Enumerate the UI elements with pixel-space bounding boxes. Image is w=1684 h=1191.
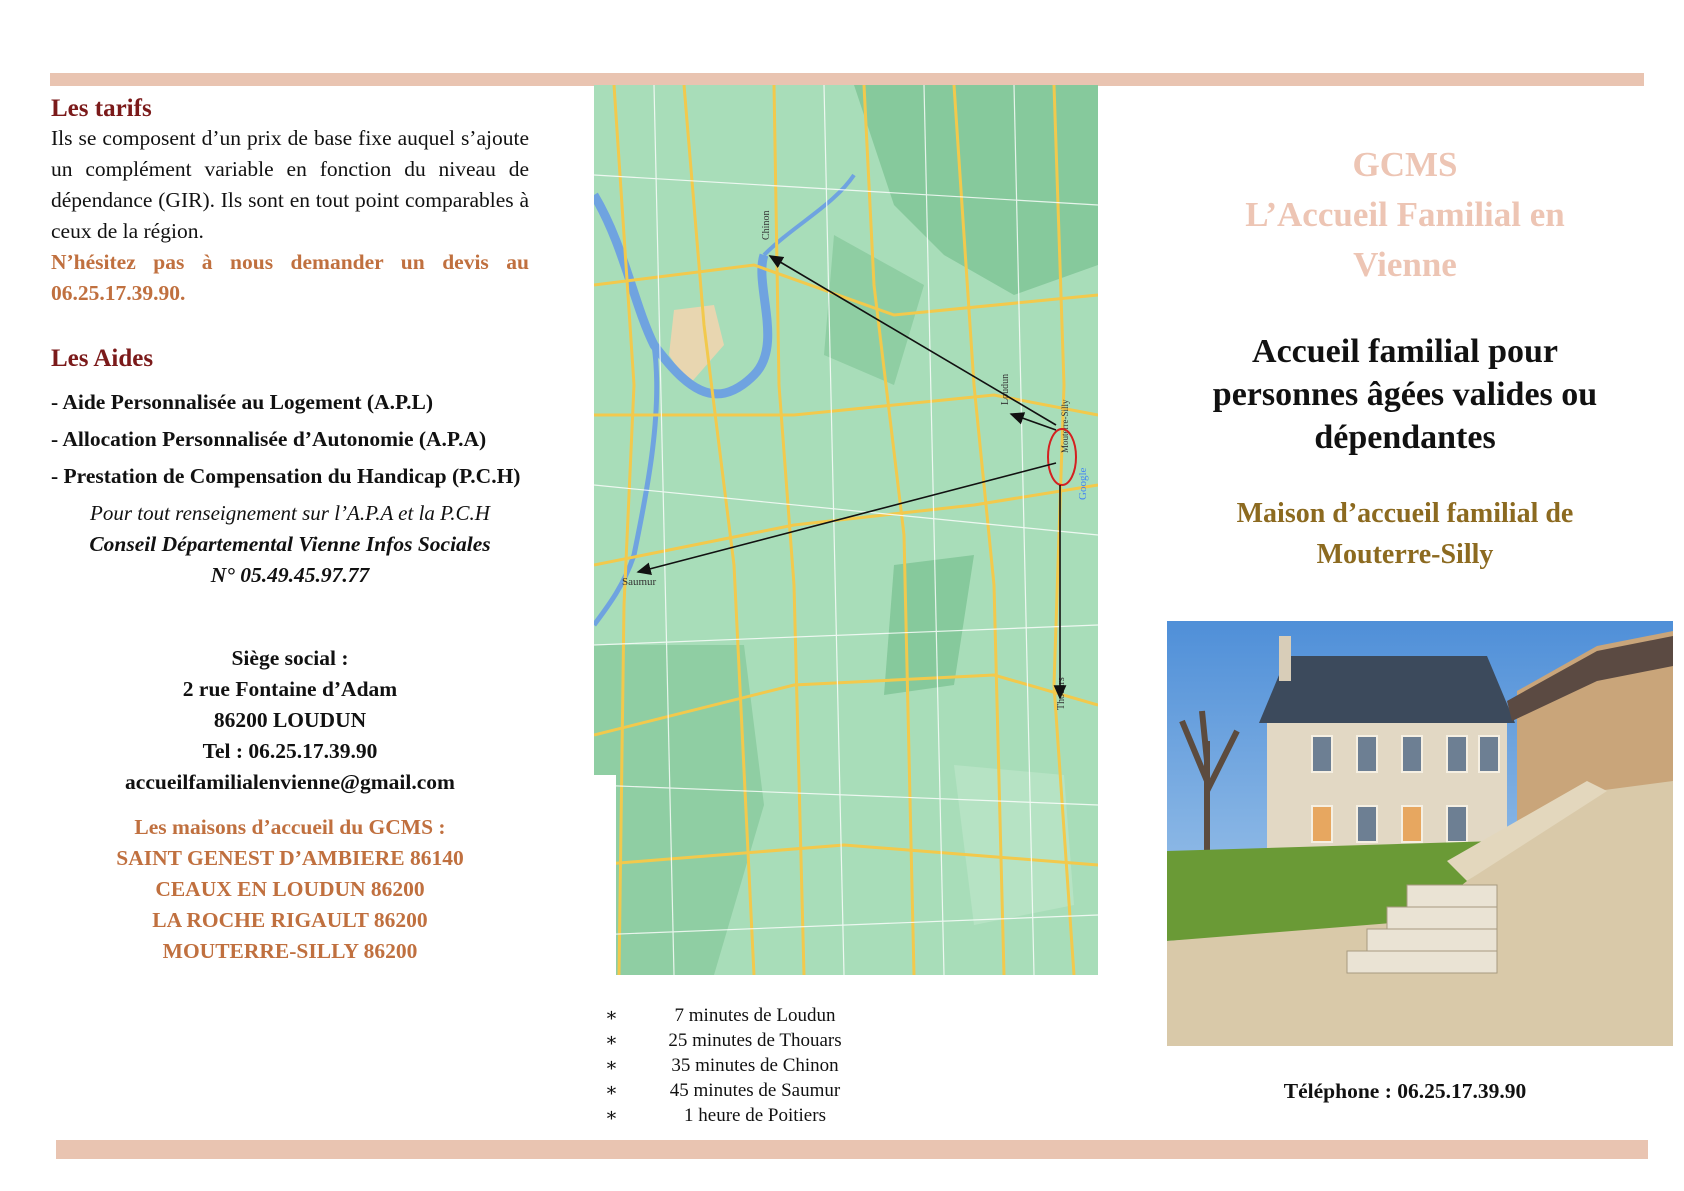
- siege-title: Siège social :: [231, 646, 349, 670]
- gcms-org: GCMS: [1352, 145, 1458, 184]
- main-title-line: dépendantes: [1314, 419, 1496, 456]
- google-logo: Google: [1077, 467, 1089, 500]
- gcms-line2: L’Accueil Familial en: [1245, 195, 1565, 234]
- house-photo: [1167, 621, 1673, 1046]
- telephone-line: Téléphone : 06.25.17.39.90: [1283, 1079, 1527, 1103]
- travel-time-text: 35 minutes de Chinon: [671, 1055, 839, 1076]
- bullet-icon: ∗: [605, 1080, 618, 1101]
- maison-item: MOUTERRE-SILLY 86200: [162, 939, 418, 963]
- maisons-heading: Les maisons d’accueil du GCMS :: [134, 815, 446, 839]
- field-area: [954, 765, 1074, 925]
- chimney: [1279, 636, 1291, 681]
- siege-tel: Tel : 06.25.17.39.90: [202, 739, 378, 763]
- aides-info-line: Pour tout renseignement sur l’A.P.A et la P.C.H: [90, 501, 490, 525]
- aides-heading: Les Aides: [51, 345, 154, 372]
- tarifs-heading: Les tarifs: [51, 95, 152, 122]
- travel-time-text: 45 minutes de Saumur: [669, 1080, 841, 1101]
- bottom-decorative-band: [56, 1140, 1648, 1159]
- siege-address1: 2 rue Fontaine d’Adam: [182, 677, 398, 701]
- travel-time-text: 7 minutes de Loudun: [674, 1005, 836, 1026]
- gcms-line3: Vienne: [1353, 245, 1457, 284]
- bullet-icon: ∗: [605, 1105, 618, 1126]
- bullet-icon: ∗: [605, 1055, 618, 1076]
- travel-time-row: [605, 1103, 865, 1128]
- siege-email[interactable]: accueilfamilialenvienne@gmail.com: [125, 770, 455, 794]
- maison-title: [1180, 493, 1630, 575]
- aides-list: [51, 387, 529, 492]
- travel-time-text: 25 minutes de Thouars: [668, 1030, 842, 1051]
- travel-time-row: [605, 1028, 865, 1053]
- map-label-saumur: Saumur: [622, 576, 657, 588]
- main-title-line: Accueil familial pour: [1252, 333, 1558, 370]
- gcms-title: [1180, 140, 1630, 290]
- travel-times-list: [605, 1003, 865, 1128]
- maison-item: LA ROCHE RIGAULT 86200: [152, 908, 428, 932]
- aid-item-apl: - Aide Personnalisée au Logement (A.P.L): [51, 390, 434, 414]
- region-map: [594, 85, 1098, 975]
- devis-text: N’hésitez pas à nous demander un devis au 06.25.17.39.90.: [51, 250, 529, 305]
- siege-block: [51, 643, 529, 798]
- bullet-icon: ∗: [605, 1030, 618, 1051]
- map-label-chinon: Chinon: [761, 210, 772, 240]
- left-column: [51, 95, 529, 967]
- maison-title-line: Maison d’accueil familial de: [1236, 498, 1574, 529]
- map-label-loudun: Loudun: [1000, 373, 1011, 405]
- map-overlay-box: [594, 775, 616, 975]
- tarifs-body: Ils se composent d’un prix de base fixe auquel s’ajoute un complément variable en fonction du niveau de dépendance (GIR). Ils sont en tout point comparables à ceux de la région.: [51, 126, 529, 243]
- travel-time-row: [605, 1053, 865, 1078]
- maison-title-line: Mouterre-Silly: [1316, 539, 1494, 570]
- aid-item-apa: - Allocation Personnalisée d’Autonomie (A.P.A): [51, 427, 487, 451]
- aid-item-pch: - Prestation de Compensation du Handicap (P.C.H): [51, 464, 521, 488]
- main-title-line: personnes âgées valides ou: [1212, 376, 1598, 413]
- maison-item: CEAUX EN LOUDUN 86200: [155, 877, 425, 901]
- travel-time-row: [605, 1003, 865, 1028]
- main-title: [1180, 330, 1630, 459]
- maisons-block: [51, 812, 529, 967]
- travel-time-text: 1 heure de Poitiers: [684, 1105, 826, 1126]
- right-column: [1180, 140, 1630, 575]
- aides-phone-line: N° 05.49.45.97.77: [210, 563, 370, 587]
- map-label-thouars: Thouars: [1056, 677, 1067, 710]
- siege-address2: 86200 LOUDUN: [213, 708, 367, 732]
- aides-info: [51, 498, 529, 591]
- maison-item: SAINT GENEST D’AMBIERE 86140: [116, 846, 464, 870]
- map-label-mouterre-silly: Mouterre-Silly: [1060, 399, 1070, 453]
- house-roof: [1259, 656, 1515, 723]
- aides-org-line: Conseil Départemental Vienne Infos Sociales: [89, 532, 491, 556]
- bullet-icon: ∗: [605, 1005, 618, 1026]
- travel-time-row: [605, 1078, 865, 1103]
